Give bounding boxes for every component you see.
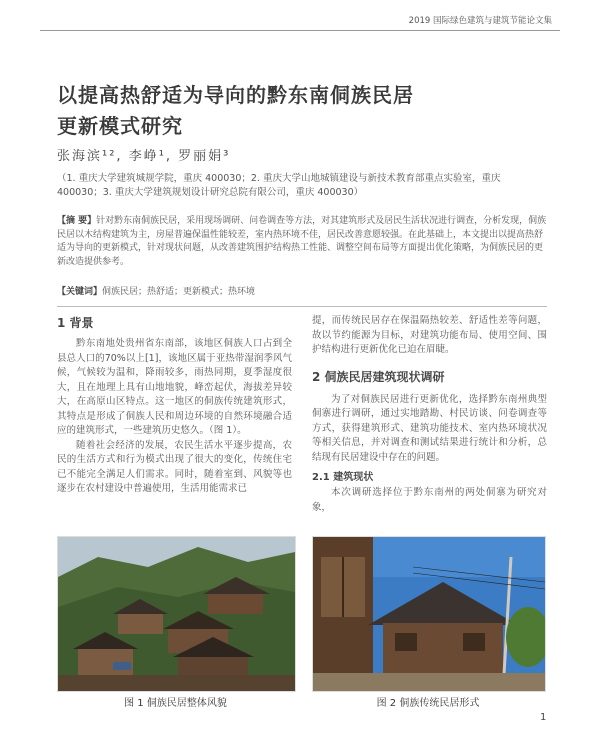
keywords-text: 侗族民居；热舒适；更新模式；热环境 (102, 287, 256, 297)
body-paragraph: 黔东南地处贵州省东南部，该地区侗族人口占到全县总人口的70%以上[1]，该地区属于亚热带湿润季风气候，气候较为温和，降雨较多，雨热同期，夏季湿度很大，且在地理上具有山地地貌，峰峦起伏，海拔差异较大，在高原山区特点。这一地区的侗族传统建筑形式，其特点是形成了侗族人民和周边环境的自然环境融合适应的建筑形式，一些建筑历史悠久。（图 1）。 (57, 338, 292, 436)
traditional-house-image (313, 537, 545, 691)
abstract-text: 针对黔东南侗族民居，采用现场调研、问卷调查等方法，对其建筑形式及居民生活状况进行调查，分析发现，侗族民居以木结构建筑为主，房屋普遍保温性能较差，室内热环境不佳，居民改善意愿较强。在此基础上，本文提出以提高热舒适为导向的更新模式，针对现状问题，从改善建筑围护结构热工性能、调整空间布局等方面提出优化策略，为侗族民居的更新改造提供参考。 (57, 216, 547, 267)
section-divider (57, 306, 547, 307)
running-header-text: 2019 国际绿色建筑与建筑节能论文集 (408, 16, 552, 26)
running-header (0, 0, 600, 32)
paper-title-line2: 更新模式研究 (57, 114, 183, 138)
header-rule (40, 30, 560, 31)
section-heading-background: 1 背景 (57, 316, 94, 330)
affiliations: （1. 重庆大学建筑城规学院，重庆 400030；2. 重庆大学山地城镇建设与新技术教育部重点实验室，重庆 400030；3. 重庆大学建筑规划设计研究总院有限公司，重庆 400030） (57, 173, 501, 198)
abstract-label: 【摘 要】 (57, 216, 97, 226)
subsection-heading: 2.1 建筑现状 (312, 472, 374, 483)
right-column (312, 314, 547, 515)
figure-2-caption: 图 2 侗族传统民居形式 (376, 698, 480, 709)
figure-2-photo (312, 536, 546, 692)
figure-1-caption: 图 1 侗族民居整体风貌 (124, 698, 227, 709)
page-number: 1 (540, 712, 547, 723)
body-paragraph: 本次调研选择位于黔东南州的两处侗寨为研究对象， (312, 487, 547, 513)
paper-title-line1: 以提高热舒适为导向的黔东南侗族民居 (57, 83, 414, 107)
left-column (57, 314, 292, 497)
keywords-label: 【关键词】 (57, 287, 103, 297)
section-heading-survey: 2 侗族民居建筑现状调研 (312, 369, 445, 384)
body-paragraph: 提，而传统民居存在保温隔热较差、舒适性差等问题，故以节约能源为目标，对建筑功能布局、使用空间、围护结构进行更新优化已迫在眉睫。 (312, 315, 547, 355)
keywords (57, 284, 547, 297)
body-paragraph: 随着社会经济的发展，农民生活水平逐步提高，农民的生活方式和行为模式出现了很大的变化，传统住宅已不能完全满足人们需求。同时，随着室到、风貌等也逐步在农村建设中普遍使用，生活用能需求已 (57, 439, 292, 494)
figure-1-photo (57, 536, 296, 692)
abstract (57, 215, 547, 269)
village-landscape-image (58, 537, 295, 691)
author-list: 张海滨¹², 李峥¹, 罗丽娟³ (57, 149, 231, 164)
body-paragraph: 为了对侗族民居进行更新优化，选择黔东南州典型侗寨进行调研，通过实地踏勘、村民访谈、问卷调查等方式，获得建筑形式、建筑功能技术、室内热环境状况等相关信息，并对调查和测试结果进行统计和分析，总结现有民居建设中存在的问题。 (312, 393, 547, 463)
